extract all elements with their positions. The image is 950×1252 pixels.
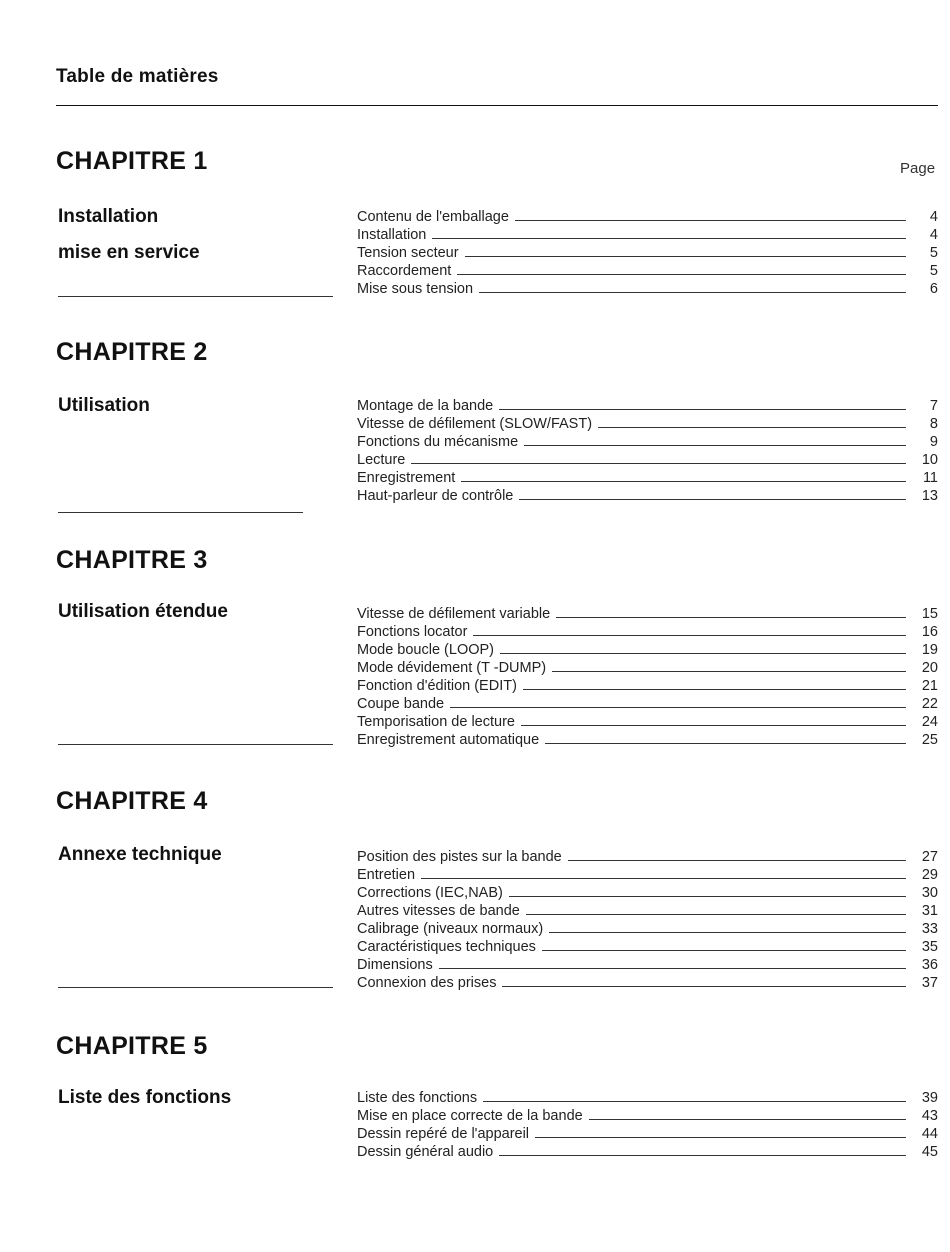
- toc-entries: [357, 605, 938, 749]
- section-title: Annexe technique: [58, 844, 222, 865]
- toc-entry[interactable]: [357, 920, 938, 938]
- toc-entry[interactable]: [357, 1143, 938, 1161]
- entry-title: Liste des fonctions: [357, 1090, 478, 1106]
- entry-title: Lecture: [357, 452, 406, 468]
- entry-title: Position des pistes sur la bande: [357, 849, 562, 865]
- toc-entry[interactable]: [357, 605, 938, 623]
- entry-title: Temporisation de lecture: [357, 714, 515, 730]
- section-titles: [58, 1080, 231, 1116]
- toc-entry[interactable]: [357, 902, 938, 920]
- entry-page-number: 4: [929, 209, 938, 225]
- section-title: Utilisation étendue: [58, 601, 228, 622]
- dot-leader: [421, 866, 906, 879]
- dot-leader: [526, 902, 906, 915]
- entry-page-number: 21: [921, 678, 938, 694]
- chapter-title: CHAPITRE 5: [56, 1032, 208, 1060]
- entry-page-number: 20: [921, 660, 938, 676]
- dot-leader: [549, 920, 906, 933]
- toc-entry[interactable]: [357, 1107, 938, 1125]
- dot-leader: [515, 208, 906, 221]
- toc-entry[interactable]: [357, 677, 938, 695]
- section-rule: [58, 512, 303, 513]
- entry-page-number: 4: [929, 227, 938, 243]
- entry-title: Entretien: [357, 867, 416, 883]
- entry-page-number: 39: [921, 1090, 938, 1106]
- dot-leader: [542, 938, 906, 951]
- toc-entry[interactable]: [357, 713, 938, 731]
- dot-leader: [509, 884, 906, 897]
- entry-page-number: 6: [929, 281, 938, 297]
- entry-page-number: 19: [921, 642, 938, 658]
- entry-title: Raccordement: [357, 263, 452, 279]
- section-titles: [58, 199, 200, 271]
- entry-title: Connexion des prises: [357, 975, 497, 991]
- dot-leader: [483, 1089, 906, 1102]
- section-titles: [58, 388, 150, 424]
- entry-page-number: 9: [929, 434, 938, 450]
- section-titles: [58, 837, 222, 873]
- toc-entry[interactable]: [357, 731, 938, 749]
- entry-page-number: 13: [921, 488, 938, 504]
- dot-leader: [598, 415, 906, 428]
- dot-leader: [552, 659, 906, 672]
- section-titles: [58, 594, 228, 630]
- toc-entry[interactable]: [357, 1089, 938, 1107]
- entry-title: Coupe bande: [357, 696, 445, 712]
- entry-page-number: 11: [922, 470, 938, 486]
- entry-title: Fonction d'édition (EDIT): [357, 678, 517, 694]
- section-rule: [58, 744, 333, 745]
- toc-entry[interactable]: [357, 956, 938, 974]
- entry-title: Dessin général audio: [357, 1144, 494, 1160]
- toc-entry[interactable]: [357, 415, 938, 433]
- toc-entry[interactable]: [357, 641, 938, 659]
- entry-title: Haut-parleur de contrôle: [357, 488, 514, 504]
- toc-entry[interactable]: [357, 262, 938, 280]
- entry-title: Contenu de l'emballage: [357, 209, 509, 225]
- toc-entry[interactable]: [357, 226, 938, 244]
- toc-entry[interactable]: [357, 866, 938, 884]
- entry-page-number: 8: [929, 416, 938, 432]
- chapter-title: CHAPITRE 3: [56, 546, 208, 574]
- toc-entry[interactable]: [357, 397, 938, 415]
- toc-entry[interactable]: [357, 695, 938, 713]
- entry-title: Montage de la bande: [357, 398, 494, 414]
- entry-page-number: 5: [929, 245, 938, 261]
- dot-leader: [499, 1143, 906, 1156]
- toc-entry[interactable]: [357, 469, 938, 487]
- entry-title: Autres vitesses de bande: [357, 903, 520, 919]
- entry-title: Mise en place correcte de la bande: [357, 1108, 583, 1124]
- section-rule: [58, 296, 333, 297]
- entry-title: Vitesse de défilement variable: [357, 606, 551, 622]
- chapter-title: CHAPITRE 4: [56, 787, 208, 815]
- toc-entry[interactable]: [357, 244, 938, 262]
- dot-leader: [461, 469, 906, 482]
- dot-leader: [519, 487, 906, 500]
- toc-entry[interactable]: [357, 884, 938, 902]
- dot-leader: [502, 974, 906, 987]
- section-rule: [58, 987, 333, 988]
- entry-page-number: 16: [921, 624, 938, 640]
- section-title: Installation: [58, 206, 159, 227]
- entry-page-number: 45: [921, 1144, 938, 1160]
- toc-entry[interactable]: [357, 1125, 938, 1143]
- entry-page-number: 35: [921, 939, 938, 955]
- dot-leader: [568, 848, 906, 861]
- dot-leader: [439, 956, 906, 969]
- dot-leader: [432, 226, 906, 239]
- section-title: Liste des fonctions: [58, 1087, 232, 1108]
- entry-page-number: 22: [921, 696, 938, 712]
- doc-title: Table de matières: [56, 66, 219, 87]
- dot-leader: [535, 1125, 906, 1138]
- chapter-title: CHAPITRE 1: [56, 147, 208, 175]
- toc-entry[interactable]: [357, 974, 938, 992]
- section-title: mise en service: [58, 242, 200, 263]
- entry-title: Corrections (IEC,NAB): [357, 885, 503, 901]
- toc-entry[interactable]: [357, 208, 938, 226]
- entry-title: Enregistrement: [357, 470, 456, 486]
- entry-page-number: 24: [921, 714, 938, 730]
- entry-title: Mode boucle (LOOP): [357, 642, 495, 658]
- top-rule: [56, 105, 938, 106]
- entry-page-number: 33: [921, 921, 938, 937]
- entry-page-number: 7: [929, 398, 938, 414]
- dot-leader: [473, 623, 906, 636]
- entry-title: Calibrage (niveaux normaux): [357, 921, 544, 937]
- dot-leader: [479, 280, 906, 293]
- toc-entry[interactable]: [357, 848, 938, 866]
- dot-leader: [545, 731, 906, 744]
- entry-page-number: 31: [921, 903, 938, 919]
- dot-leader: [500, 641, 906, 654]
- dot-leader: [556, 605, 906, 618]
- dot-leader: [411, 451, 906, 464]
- entry-page-number: 44: [921, 1126, 938, 1142]
- dot-leader: [457, 262, 906, 275]
- entry-page-number: 25: [921, 732, 938, 748]
- entry-title: Dimensions: [357, 957, 433, 973]
- entry-page-number: 29: [921, 867, 938, 883]
- entry-title: Vitesse de défilement (SLOW/FAST): [357, 416, 593, 432]
- toc-entry[interactable]: [357, 451, 938, 469]
- entry-title: Mode dévidement (T -DUMP): [357, 660, 547, 676]
- toc-entry[interactable]: [357, 487, 938, 505]
- toc-entries: [357, 1089, 938, 1161]
- toc-entry[interactable]: [357, 659, 938, 677]
- entry-page-number: 30: [921, 885, 938, 901]
- page-column-label: Page: [900, 160, 936, 177]
- toc-entry[interactable]: [357, 280, 938, 298]
- entry-title: Installation: [357, 227, 427, 243]
- entry-title: Tension secteur: [357, 245, 459, 261]
- entry-title: Enregistrement automatique: [357, 732, 540, 748]
- dot-leader: [524, 433, 906, 446]
- toc-entry[interactable]: [357, 433, 938, 451]
- dot-leader: [499, 397, 906, 410]
- entry-page-number: 43: [921, 1108, 938, 1124]
- dot-leader: [523, 677, 906, 690]
- entry-page-number: 10: [921, 452, 938, 468]
- entry-title: Fonctions locator: [357, 624, 468, 640]
- entry-page-number: 27: [921, 849, 938, 865]
- entry-page-number: 36: [921, 957, 938, 973]
- entry-title: Dessin repéré de l'appareil: [357, 1126, 530, 1142]
- dot-leader: [450, 695, 906, 708]
- entry-page-number: 5: [929, 263, 938, 279]
- entry-page-number: 15: [921, 606, 938, 622]
- toc-entries: [357, 208, 938, 298]
- entry-title: Caractéristiques techniques: [357, 939, 536, 955]
- entry-title: Mise sous tension: [357, 281, 474, 297]
- section-title: Utilisation: [58, 395, 150, 416]
- toc-entries: [357, 397, 938, 505]
- toc-entry[interactable]: [357, 623, 938, 641]
- dot-leader: [589, 1107, 906, 1120]
- dot-leader: [465, 244, 906, 257]
- chapter-title: CHAPITRE 2: [56, 338, 208, 366]
- entry-title: Fonctions du mécanisme: [357, 434, 519, 450]
- entry-page-number: 37: [921, 975, 938, 991]
- dot-leader: [521, 713, 906, 726]
- toc-entries: [357, 848, 938, 992]
- toc-entry[interactable]: [357, 938, 938, 956]
